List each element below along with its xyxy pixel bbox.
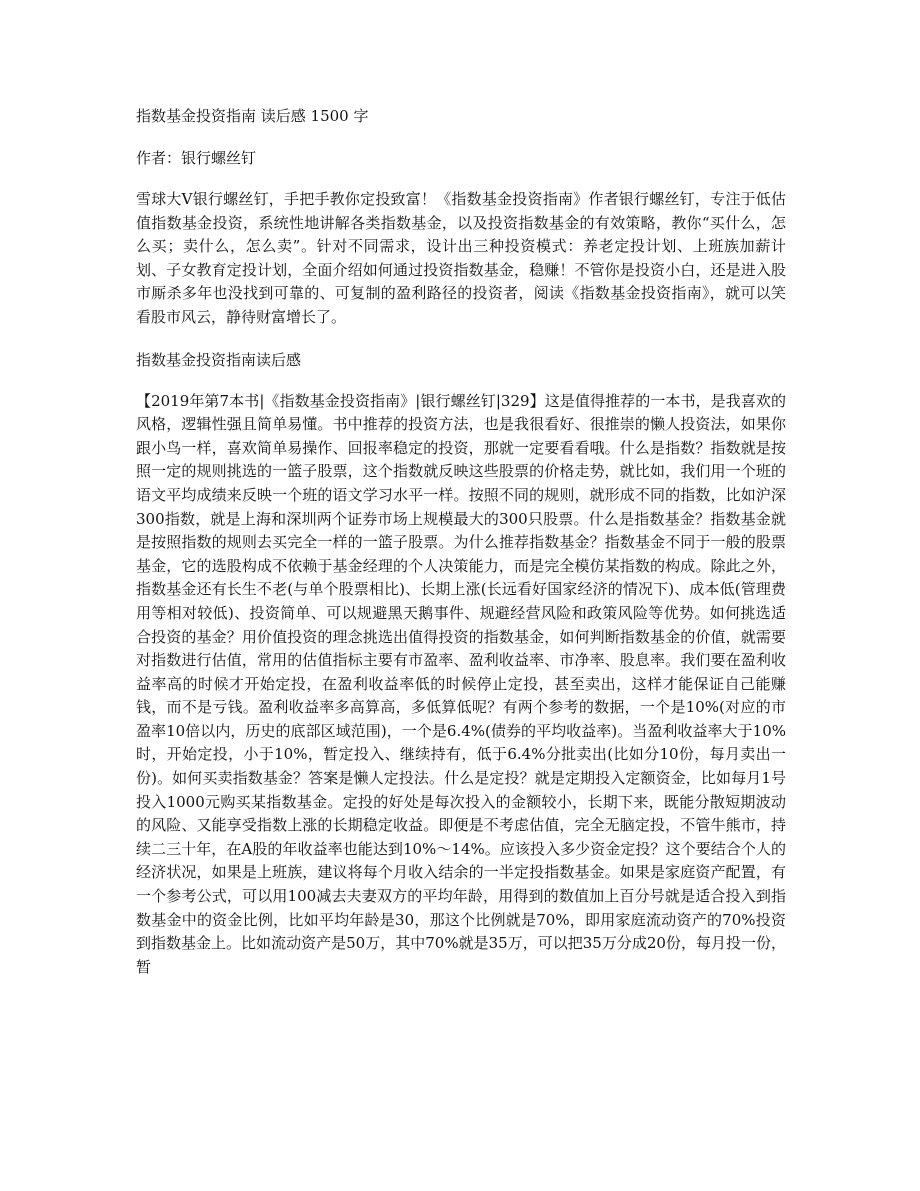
- section-heading: 指数基金投资指南读后感: [136, 350, 302, 369]
- document-page: [136, 104, 786, 997]
- author-label: 作者：: [136, 149, 182, 167]
- intro-paragraph: 雪球大V银行螺丝钉，手把手教你定投致富！《指数基金投资指南》作者银行螺丝钉，专注于低估值指数基金投资，系统性地讲解各类指数基金，以及投资指数基金的有效策略，教你“买什么，怎么买；卖什么，怎么卖”。针对不同需求，设计出三种投资模式：养老定投计划、上班族加薪计划、子女教育定投计划，全面介绍如何通过投资指数基金，稳赚！不管你是投资小白，还是进入股市厮杀多年也没找到可靠的、可复制的盈利路径的投资者，阅读《指数基金投资指南》，就可以笑看股市风云，静待财富增长了。: [136, 190, 786, 326]
- author-line: [136, 146, 786, 170]
- document-title: 指数基金投资指南 读后感 1500 字: [136, 107, 369, 125]
- author-name: 银行螺丝钉: [181, 149, 257, 167]
- body-paragraph: 【2019年第7本书|《指数基金投资指南》|银行螺丝钉|329】这是值得推荐的一本书，是我喜欢的风格，逻辑性强且简单易懂。书中推荐的投资方法，也是我很看好、很推崇的懒人投资法，如果你跟小鸟一样，喜欢简单易操作、回报率稳定的投资，那就一定要看看哦。什么是指数？指数就是按照一定的规则挑选的一篮子股票，这个指数就反映这些股票的价格走势，就比如，我们用一个班的语文平均成绩来反映一个班的语文学习水平一样。按照不同的规则，就形成不同的指数，比如沪深300指数，就是上海和深圳两个证券市场上规模最大的300只股票。什么是指数基金？指数基金就是按照指数的规则去买完全一样的一篮子股票。为什么推荐指数基金？指数基金不同于一般的股票基金，它的选股构成不依赖于基金经理的个人决策能力，而是完全模仿某指数的构成。除此之外，指数基金还有长生不老(与单个股票相比)、长期上涨(长远看好国家经济的情况下)、成本低(管理费用等相对较低)、投资简单、可以规避黑天鹅事件、规避经营风险和政策风险等优势。如何挑选适合投资的基金？用价值投资的理念挑选出值得投资的指数基金，如何判断指数基金的价值，就需要对指数进行估值，常用的估值指标主要有市盈率、盈利收益率、市净率、股息率。我们要在盈利收益率高的时候才开始定投，在盈利收益率低的时候停止定投，甚至卖出，这样才能保证自己能赚钱，而不是亏钱。盈利收益率多高算高，多低算低呢？有两个参考的数据，一个是10%(对应的市盈率10倍以内，历史的底部区域范围)，一个是6.4%(债券的平均收益率)。当盈利收益率大于10%时，开始定投，小于10%，暂定投入、继续持有，低于6.4%分批卖出(比如分10份，每月卖出一份)。如何买卖指数基金？答案是懒人定投法。什么是定投？就是定期投入定额资金，比如每月1号投入1000元购买某指数基金。定投的好处是每次投入的金额较小，长期下来，既能分散短期波动的风险、又能享受指数上涨的长期稳定收益。即便是不考虑估值，完全无脑定投，不管牛熊市，持续二三十年，在A股的年收益率也能达到10%～14%。应该投入多少资金定投？这个要结合个人的经济状况，如果是上班族，建议将每个月收入结余的一半定投指数基金。如果是家庭资产配置，有一个参考公式，可以用100减去夫妻双方的平均年龄，用得到的数值加上百分号就是适合投入到指数基金中的资金比例，比如平均年龄是30，那这个比例就是70%，即用家庭流动资产的70%投资到指数基金上。比如流动资产是50万，其中70%就是35万，可以把35万分成20份，每月投一份，暂: [136, 391, 786, 976]
